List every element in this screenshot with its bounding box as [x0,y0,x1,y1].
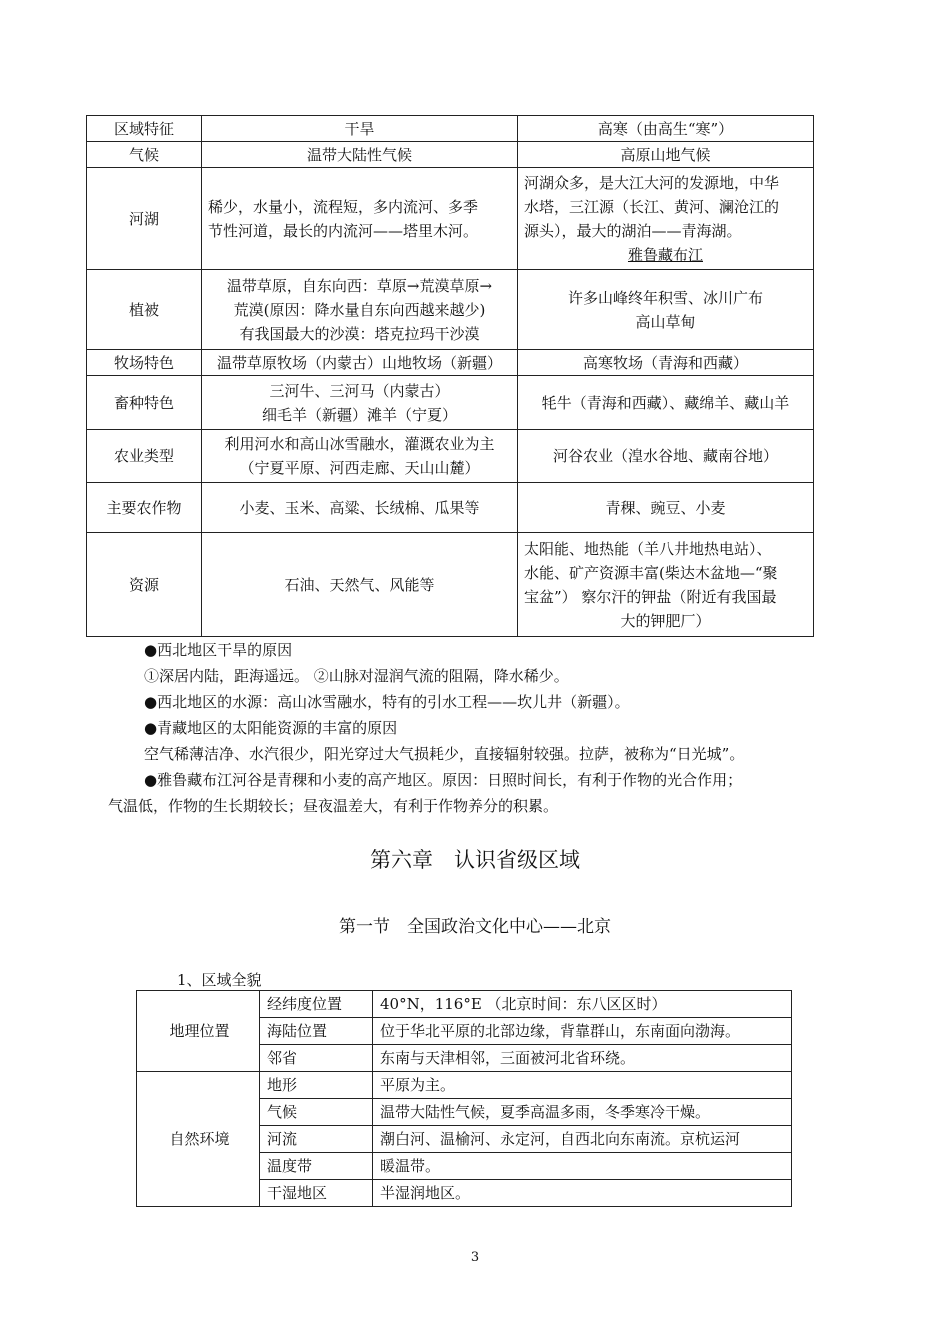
table-row [87,116,814,142]
cell-line: 高山草甸 [635,312,696,331]
group-label: 地理位置 [137,991,260,1072]
note-heading: ●雅鲁藏布江河谷是青稞和小麦的高产地区。原因：日照时间长，有利于作物的光合作用； [144,771,743,789]
header-cell: 区域特征 [87,116,202,142]
group-label: 自然环境 [137,1072,260,1207]
cold-cell: 高寒牧场（青海和西藏） [518,350,814,376]
item-cell: 经纬度位置 [260,991,373,1018]
subheading: 1、区域全貌 [177,971,262,989]
table-row [137,991,792,1018]
cell-line: 宝盆”） 察尔汗的钾盐（附近有我国最 [524,587,777,606]
cell-line: 河湖众多，是大江大河的发源地，中华 [524,173,780,192]
item-cell: 地形 [260,1072,373,1099]
region-comparison-table [86,115,814,637]
value-cell: 位于华北平原的北部边缘，背靠群山，东南面向渤海。 [373,1018,792,1045]
cold-cell: 高原山地气候 [518,142,814,168]
cell-line: 节性河道，最长的内流河——塔里木河。 [208,221,479,240]
value-cell: 东南与天津相邻，三面被河北省环绕。 [373,1045,792,1072]
table-row [87,270,814,350]
dry-cell: 温带草原牧场（内蒙古）山地牧场（新疆） [202,350,518,376]
value-cell: 40°N，116°E （北京时间：东八区区时） [373,991,792,1018]
note-heading: ●青藏地区的太阳能资源的丰富的原因 [144,719,398,737]
item-cell: 邻省 [260,1045,373,1072]
value-cell: 半湿润地区。 [373,1180,792,1207]
item-cell: 海陆位置 [260,1018,373,1045]
table-row [137,1072,792,1099]
cell-line: 荒漠(原因：降水量自东向西越来越少) [233,300,486,319]
section-title: 第一节 全国政治文化中心——北京 [339,917,611,937]
row-label: 资源 [87,533,202,637]
row-label: 河湖 [87,168,202,270]
dry-cell: 小麦、玉米、高粱、长绒棉、瓜果等 [202,483,518,533]
dry-cell: 温带大陆性气候 [202,142,518,168]
cell-line: 水塔，三江源（长江、黄河、澜沧江的 [524,197,780,216]
note-text: 空气稀薄洁净、水汽很少，阳光穿过大气损耗少，直接辐射较强。拉萨，被称为“日光城”。 [144,745,745,763]
chapter-title: 第六章 认识省级区域 [370,848,580,872]
cold-cell [518,168,814,270]
row-label: 牧场特色 [87,350,202,376]
cold-cell [518,533,814,637]
item-cell: 气候 [260,1099,373,1126]
cell-line: 许多山峰终年积雪、冰川广布 [567,288,763,307]
note-text: ①深居内陆，距海遥远。 ②山脉对湿润气流的阻隔，降水稀少。 [144,667,569,685]
item-cell: 温度带 [260,1153,373,1180]
row-label: 农业类型 [87,430,202,483]
cell-line: 细毛羊（新疆）滩羊（宁夏） [261,405,457,424]
row-label: 主要农作物 [87,483,202,533]
row-label: 畜种特色 [87,376,202,430]
beijing-overview-table [136,990,792,1207]
table-row [87,142,814,168]
value-cell: 平原为主。 [373,1072,792,1099]
table-row [87,376,814,430]
cell-line: 大的钾肥厂） [620,611,711,630]
cold-cell [518,270,814,350]
dry-cell [202,270,518,350]
underlined-river-name: 雅鲁藏布江 [627,245,703,264]
header-cell: 干旱 [202,116,518,142]
cell-line: 三河牛、三河马（内蒙古） [269,381,450,400]
cell-line: 源头），最大的湖泊——青海湖。 [524,221,742,240]
note-text: 气温低，作物的生长期较长；昼夜温差大，有利于作物养分的积累。 [108,797,559,815]
dry-cell [202,376,518,430]
dry-cell: 石油、天然气、风能等 [202,533,518,637]
table-row [87,483,814,533]
page-number: 3 [470,1250,480,1265]
table-row [87,533,814,637]
cell-line: 有我国最大的沙漠：塔克拉玛干沙漠 [239,324,480,343]
table-row [87,168,814,270]
cold-cell: 青稞、豌豆、小麦 [518,483,814,533]
cell-line: 水能、矿产资源丰富(柴达木盆地—“聚 [524,563,778,582]
note-heading: ●西北地区的水源：高山冰雪融水，特有的引水工程——坎儿井（新疆）。 [144,693,630,711]
item-cell: 干湿地区 [260,1180,373,1207]
row-label: 植被 [87,270,202,350]
value-cell: 温带大陆性气候，夏季高温多雨，冬季寒冷干燥。 [373,1099,792,1126]
cold-cell: 牦牛（青海和西藏）、藏绵羊、藏山羊 [518,376,814,430]
cell-line: 温带草原，自东向西：草原→荒漠草原→ [226,276,493,295]
notes-section [108,637,848,819]
cell-line: 利用河水和高山冰雪融水，灌溉农业为主 [224,435,495,453]
cell-line: 太阳能、地热能（羊八井地热电站）、 [524,539,772,558]
row-label: 气候 [87,142,202,168]
note-heading: ●西北地区干旱的原因 [144,641,293,659]
value-cell: 暖温带。 [373,1153,792,1180]
dry-cell [202,168,518,270]
value-cell: 潮白河、温榆河、永定河，自西北向东南流。京杭运河 [373,1126,792,1153]
item-cell: 河流 [260,1126,373,1153]
table-row [87,350,814,376]
cold-cell: 河谷农业（湟水谷地、藏南谷地） [518,430,814,483]
cell-line: 稀少，水量小，流程短，多内流河、多季 [208,197,479,216]
dry-cell [202,430,518,483]
header-cell: 高寒（由高生“寒”） [518,116,814,142]
cell-line: （宁夏平原、河西走廊、天山山麓） [239,459,480,477]
table-row [87,430,814,483]
